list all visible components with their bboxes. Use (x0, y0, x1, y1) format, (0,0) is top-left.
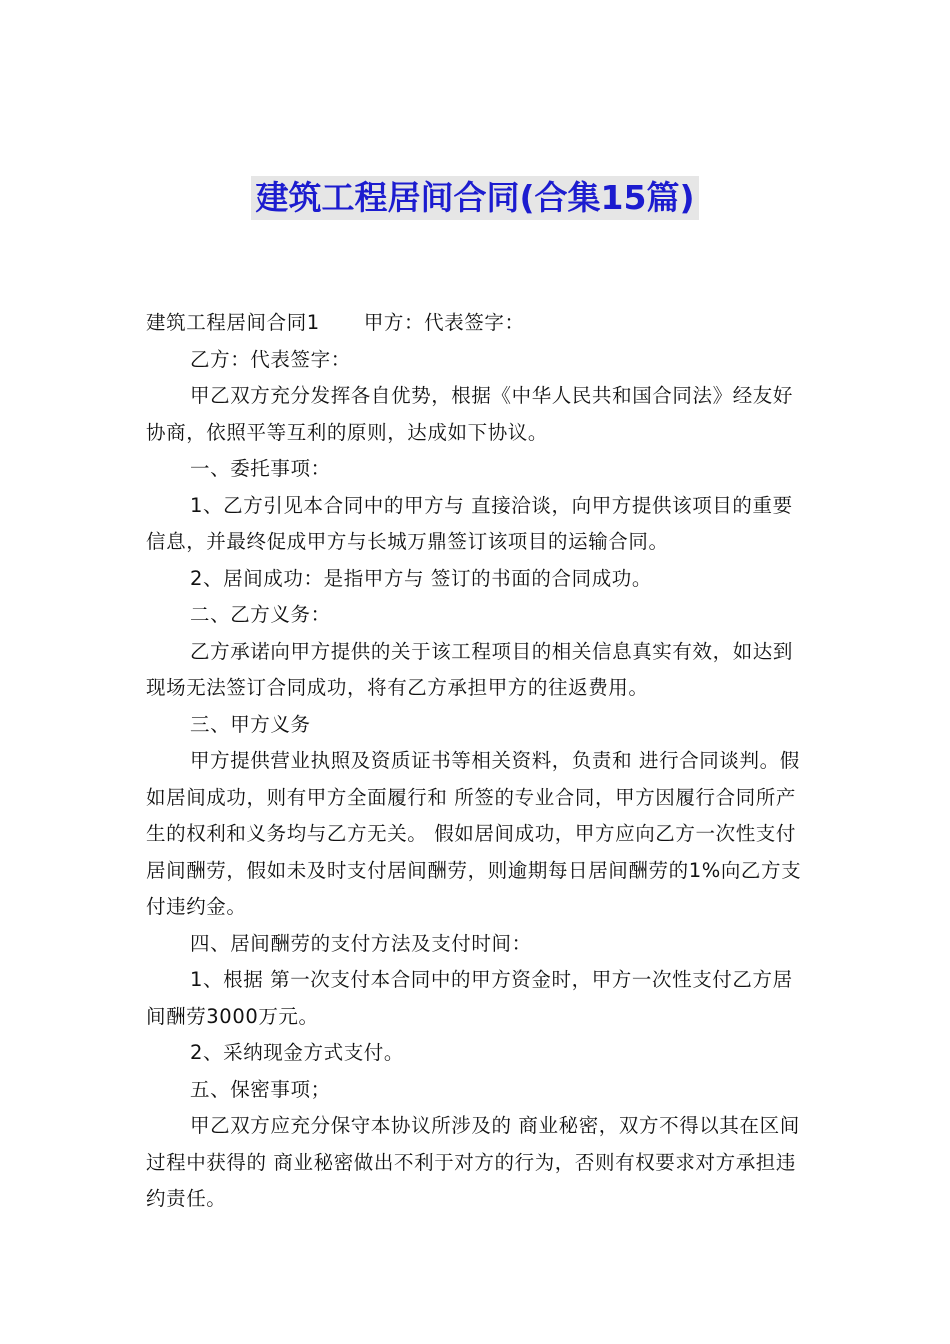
paragraph-5: 甲乙双方应充分保守本协议所涉及的 商业秘密，双方不得以其在区间过程中获得的 商业秘密做出不利于对方的行为，否则有权要求对方承担违约责任。 (146, 1114, 800, 1210)
paragraph-1-1: 1、乙方引见本合同中的甲方与 直接洽谈，向甲方提供该项目的重要信息，并最终促成甲方与长城万鼎签订该项目的运输合同。 (146, 493, 793, 553)
paragraph-2: 乙方承诺向甲方提供的关于该工程项目的相关信息真实有效，如达到现场无法签订合同成功，将有乙方承担甲方的往返费用。 (146, 639, 794, 699)
document-body (146, 305, 810, 1218)
title-wrap (0, 176, 950, 220)
first-line (146, 305, 810, 342)
section-heading-2: 二、乙方义务： (190, 603, 331, 626)
section-heading-4: 四、居间酬劳的支付方法及支付时间： (190, 931, 532, 955)
party-a-signature-line: 甲方：代表签字： (363, 311, 525, 334)
paragraph-3: 甲方提供营业执照及资质证书等相关资料，负责和 进行合同谈判。假如居间成功，则有甲方全面履行和 所签的专业合同，甲方因履行合同所产生的权利和义务均与乙方无关。 假如居间成功，甲方应向乙方一次性支付居间酬劳，假如未及时支付居间酬劳，则逾期每日居间酬劳的1%向乙方支付违约金。 (146, 749, 802, 918)
paragraph-4-2: 2、采纳现金方式支付。 (190, 1041, 405, 1064)
section-heading-5: 五、保密事项； (190, 1077, 331, 1101)
paragraph-4-1: 1、根据 第一次支付本合同中的甲方资金时，甲方一次性支付乙方居间酬劳3000万元。 (146, 968, 793, 1028)
paragraph-1-2: 2、居间成功：是指甲方与 签订的书面的合同成功。 (190, 566, 653, 590)
section-heading-1: 一、委托事项： (190, 457, 331, 480)
contract-heading-1: 建筑工程居间合同1 (146, 311, 320, 334)
paragraph-party-b: 乙方：代表签字： (190, 347, 351, 371)
section-heading-3: 三、甲方义务 (190, 712, 311, 736)
paragraph-intro: 甲乙双方充分发挥各自优势，根据《中华人民共和国合同法》经友好协商，依照平等互利的原则，达成如下协议。 (146, 384, 794, 444)
document-title: 建筑工程居间合同(合集15篇) (251, 176, 698, 220)
